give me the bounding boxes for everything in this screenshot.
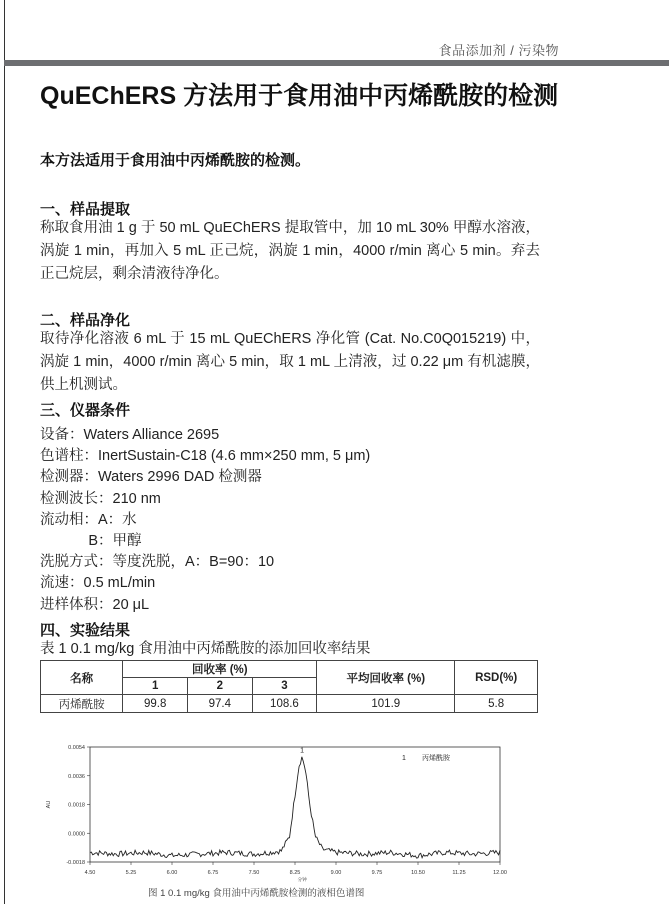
instrument-line: 色谱柱：InertSustain-C18 (4.6 mm×250 mm, 5 μm) (40, 448, 371, 464)
instrument-line: 检测波长：210 nm (40, 491, 161, 507)
table-header-average: 平均回收率 (%) (317, 661, 455, 695)
page-subtitle: 本方法适用于食用油中丙烯酰胺的检测。 (40, 152, 311, 169)
section-heading-cleanup: 二、样品净化 (40, 312, 131, 329)
table-cell-r3: 108.6 (252, 695, 317, 713)
y-tick-label: -0.0018 (66, 860, 85, 866)
table-header-rsd: RSD(%) (455, 661, 538, 695)
x-tick-label: 12.00 (493, 870, 507, 876)
table-header-name: 名称 (41, 661, 123, 695)
table-subheader: 1 (123, 678, 188, 695)
x-tick-label: 6.00 (166, 870, 178, 876)
y-axis-title: AU (46, 800, 52, 809)
table-subheader: 3 (252, 678, 317, 695)
table-cell-r2: 97.4 (187, 695, 252, 713)
legend-entry: 丙烯酰胺 (422, 755, 450, 762)
chart-plot-frame (90, 747, 500, 862)
chromatogram-series-line (90, 757, 500, 858)
x-tick-label: 8.25 (289, 870, 301, 876)
instrument-line: B：甲醇 (40, 533, 142, 549)
x-tick-label: 7.50 (248, 870, 260, 876)
x-tick-label: 10.50 (411, 870, 425, 876)
x-axis-title: 分钟 (297, 877, 307, 882)
recovery-table (40, 660, 538, 713)
instrument-line: 设备：Waters Alliance 2695 (40, 427, 220, 443)
section-heading-extraction: 一、样品提取 (40, 201, 131, 218)
header-category: 食品添加剂 / 污染物 (438, 43, 559, 58)
instrument-line: 检测器：Waters 2996 DAD 检测器 (40, 469, 262, 485)
peak-label: 1 (300, 747, 305, 755)
x-tick-label: 9.00 (330, 870, 342, 876)
page-left-border (4, 0, 5, 904)
table-cell-r1: 99.8 (123, 695, 188, 713)
table-caption: 表 1 0.1 mg/kg 食用油中丙烯酰胺的添加回收率结果 (40, 641, 371, 657)
y-tick-label: 0.0054 (68, 745, 85, 751)
table-cell-rsd: 5.8 (455, 695, 538, 713)
x-tick-label: 6.75 (207, 870, 219, 876)
x-tick-label: 5.25 (125, 870, 137, 876)
y-tick-label: 0.0036 (68, 773, 85, 780)
chromatogram-chart (40, 735, 518, 885)
y-tick-label: 0.0018 (68, 802, 85, 809)
section-text-cleanup: 取待净化溶液 6 mL 于 15 mL QuEChERS 净化管 (Cat. No.C0Q015219) 中， 涡旋 1 min，4000 r/min 离心 5 min，取 1 mL 上清液，过 0.22 μm 有机滤膜，供上机测试。 (40, 331, 540, 393)
instrument-line: 洗脱方式：等度洗脱，A：B=90：10 (40, 554, 275, 570)
x-tick-label: 11.25 (452, 870, 466, 876)
header-rule (4, 60, 669, 66)
y-tick-label: 0.0000 (68, 831, 85, 838)
legend-number: 1 (402, 755, 406, 762)
instrument-line: 进样体积：20 μL (40, 597, 150, 613)
figure-caption: 图 1 0.1 mg/kg 食用油中丙烯酰胺检测的液相色谱图 (148, 888, 365, 899)
instrument-line: 流动相：A：水 (40, 512, 137, 528)
section-text-extraction: 称取食用油 1 g 于 50 mL QuEChERS 提取管中，加 10 mL 30% 甲醇水溶液，涡旋 1 min，再加入 5 mL 正己烷，涡旋 1 min，4000 r/min 离心 5 min。弃去正己烷层，剩余清液待净化。 (40, 220, 540, 282)
x-tick-label: 4.50 (84, 870, 96, 876)
section-heading-instrument: 三、仪器条件 (40, 402, 131, 419)
table-header-recovery: 回收率 (%) (123, 661, 317, 678)
table-row (41, 695, 538, 713)
table-subheader: 2 (187, 678, 252, 695)
section-heading-results: 四、实验结果 (40, 622, 131, 639)
table-cell-name: 丙烯酰胺 (41, 695, 123, 713)
table-cell-avg: 101.9 (317, 695, 455, 713)
instrument-line: 流速：0.5 mL/min (40, 575, 156, 591)
x-tick-label: 9.75 (371, 870, 383, 876)
page-title: QuEChERS 方法用于食用油中丙烯酰胺的检测 (40, 82, 559, 110)
